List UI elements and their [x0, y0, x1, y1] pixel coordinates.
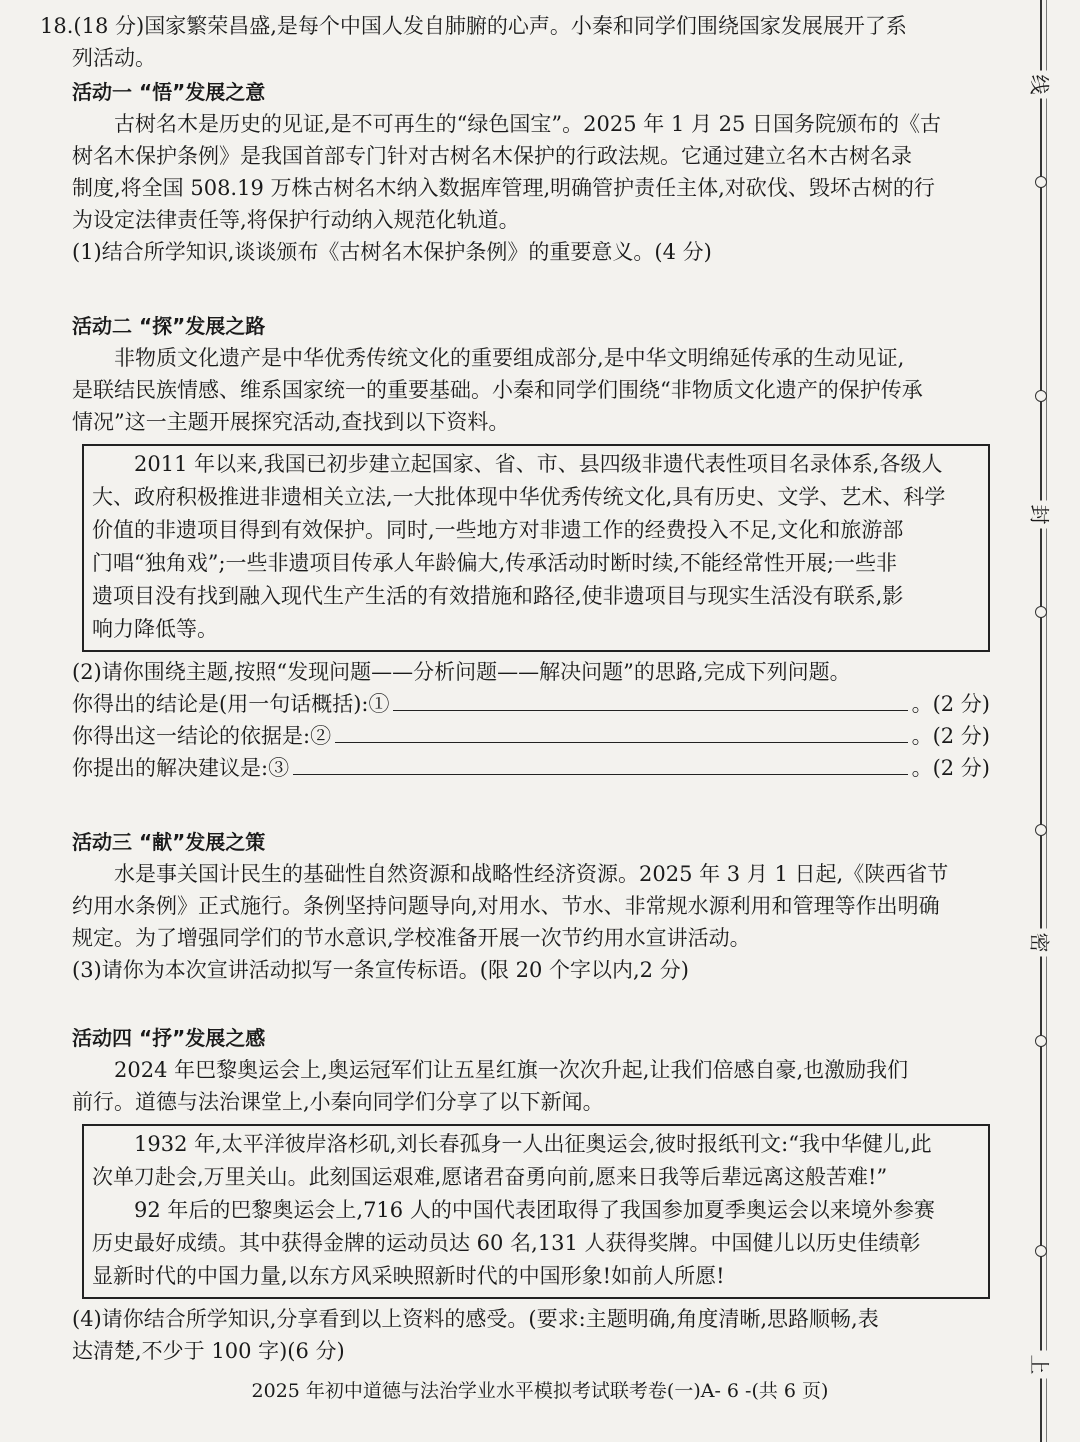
material-box-heritage — [82, 444, 990, 652]
text-line: 是联结民族情感、维系国家统一的重要基础。小秦和同学们围绕“非物质文化遗产的保护传承 — [72, 378, 923, 402]
question-1: (1)结合所学知识,谈谈颁布《古树名木保护条例》的重要意义。(4 分) — [72, 240, 712, 264]
binding-line-inner — [1046, 0, 1047, 1442]
answer-blank-1 — [72, 688, 990, 720]
text-line: 1932 年,太平洋彼岸洛杉矶,刘长春孤身一人出征奥运会,彼时报纸刊文:“我中华健儿,此 — [134, 1132, 932, 1156]
intro-line-2: 列活动。 — [72, 46, 156, 70]
text-line: 价值的非遗项目得到有效保护。同时,一些地方对非遗工作的经费投入不足,文化和旅游部 — [92, 518, 904, 542]
text-line: 门唱“独角戏”;一些非遗项目传承人年龄偏大,传承活动时断时续,不能经常性开展;一些非 — [92, 551, 897, 575]
question-3: (3)请你为本次宣讲活动拟写一条宣传标语。(限 20 个字以内,2 分) — [72, 958, 689, 982]
text-line: 92 年后的巴黎奥运会上,716 人的中国代表团取得了我国参加夏季奥运会以来境外参赛 — [134, 1198, 935, 1222]
text-line: 规定。为了增强同学们的节水意识,学校准备开展一次节约用水宣讲活动。 — [72, 926, 751, 950]
text-line: 大、政府积极推进非遗相关立法,一大批体现中华优秀传统文化,具有历史、文学、艺术、科学 — [92, 485, 946, 509]
binding-mark-xian: 线 — [1027, 71, 1056, 99]
blank-label: 你提出的解决建议是:③ — [72, 756, 290, 780]
text-line: 古树名木是历史的见证,是不可再生的“绿色国宝”。2025 年 1 月 25 日国务院颁布的《古 — [114, 112, 942, 136]
text-line: 为设定法律责任等,将保护行动纳入规范化轨道。 — [72, 208, 520, 232]
blank-label: 你得出这一结论的依据是:② — [72, 724, 332, 748]
text-line: 约用水条例》正式施行。条例坚持问题导向,对用水、节水、非常规水源利用和管理等作出明确 — [72, 894, 940, 918]
activity1-heading: 活动一 “悟”发展之意 — [72, 80, 266, 104]
blank-label: 你得出的结论是(用一句话概括):① — [72, 692, 390, 716]
question-18-intro — [40, 10, 990, 42]
question-number: 18. — [40, 14, 74, 38]
binding-hole — [1035, 606, 1047, 618]
text-line: (4)请你结合所学知识,分享看到以上资料的感受。(要求:主题明确,角度清晰,思路顺畅,表 — [72, 1307, 879, 1331]
text-line: 遗项目没有找到融入现代生产生活的有效措施和路径,使非遗项目与现实生活没有联系,影 — [92, 584, 904, 608]
text-line: 历史最好成绩。其中获得金牌的运动员达 60 名,131 人获得奖牌。中国健儿以历史佳绩彰 — [92, 1231, 921, 1255]
answer-blank-2 — [72, 720, 990, 752]
activity4-heading: 活动四 “抒”发展之感 — [72, 1026, 266, 1050]
text-line: 非物质文化遗产是中华优秀传统文化的重要组成部分,是中华文明绵延传承的生动见证, — [114, 346, 905, 370]
activity1-paragraph — [72, 108, 990, 236]
binding-line — [1040, 0, 1042, 1442]
answer-field-1[interactable] — [393, 688, 907, 711]
text-line: 响力降低等。 — [92, 617, 218, 641]
text-line: 制度,将全国 508.19 万株古树名木纳入数据库管理,明确管护责任主体,对砍伐、毁坏古树的行 — [72, 176, 935, 200]
text-line: 2011 年以来,我国已初步建立起国家、省、市、县四级非遗代表性项目名录体系,各级人 — [134, 452, 943, 476]
text-line: 达清楚,不少于 100 字)(6 分) — [72, 1339, 345, 1363]
activity2-paragraph — [72, 342, 990, 438]
binding-hole — [1035, 1035, 1047, 1047]
intro-line-1: (18 分)国家繁荣昌盛,是每个中国人发自肺腑的心声。小秦和同学们围绕国家发展展开了系 — [73, 14, 907, 38]
activity3-paragraph — [72, 858, 990, 954]
binding-hole — [1035, 824, 1047, 836]
binding-mark-feng: 封 — [1027, 501, 1056, 529]
answer-field-3[interactable] — [293, 752, 908, 775]
text-line: 水是事关国计民生的基础性自然资源和战略性经济资源。2025 年 3 月 1 日起,《陕西省节 — [114, 862, 949, 886]
text-line: 情况”这一主题开展探究活动,查找到以下资料。 — [72, 410, 510, 434]
material-box-olympics — [82, 1124, 990, 1299]
binding-hole — [1035, 1245, 1047, 1257]
page-footer: 2025 年初中道德与法治学业水平模拟考试联考卷(一)A- 6 -(共 6 页) — [251, 1380, 829, 1402]
binding-mark-mi: 密 — [1027, 929, 1056, 957]
binding-hole — [1035, 176, 1047, 188]
answer-blanks — [72, 688, 990, 784]
activity2-heading: 活动二 “探”发展之路 — [72, 314, 266, 338]
blank-score: 。(2 分) — [911, 756, 990, 780]
answer-field-2[interactable] — [335, 720, 908, 743]
blank-score: 。(2 分) — [911, 692, 990, 716]
activity4-paragraph — [72, 1054, 990, 1118]
binding-hole — [1035, 390, 1047, 402]
text-line: 前行。道德与法治课堂上,小秦向同学们分享了以下新闻。 — [72, 1090, 604, 1114]
question-4 — [72, 1303, 990, 1367]
binding-margin — [1000, 0, 1080, 1442]
text-line: 2024 年巴黎奥运会上,奥运冠军们让五星红旗一次次升起,让我们倍感自豪,也激励我们 — [114, 1058, 909, 1082]
question-2: (2)请你围绕主题,按照“发现问题——分析问题——解决问题”的思路,完成下列问题。 — [72, 660, 851, 684]
activity3-heading: 活动三 “献”发展之策 — [72, 830, 266, 854]
answer-blank-3 — [72, 752, 990, 784]
blank-score: 。(2 分) — [911, 724, 990, 748]
text-line: 树名木保护条例》是我国首部专门针对古树名木保护的行政法规。它通过建立名木古树名录 — [72, 144, 912, 168]
text-line: 显新时代的中国力量,以东方风采映照新时代的中国形象!如前人所愿! — [92, 1264, 725, 1288]
text-line: 次单刀赴会,万里关山。此刻国运艰难,愿诸君奋勇向前,愿来日我等后辈远离这般苦难!” — [92, 1165, 888, 1189]
binding-mark-shang: 上 — [1027, 1351, 1056, 1379]
exam-content — [40, 10, 990, 1367]
